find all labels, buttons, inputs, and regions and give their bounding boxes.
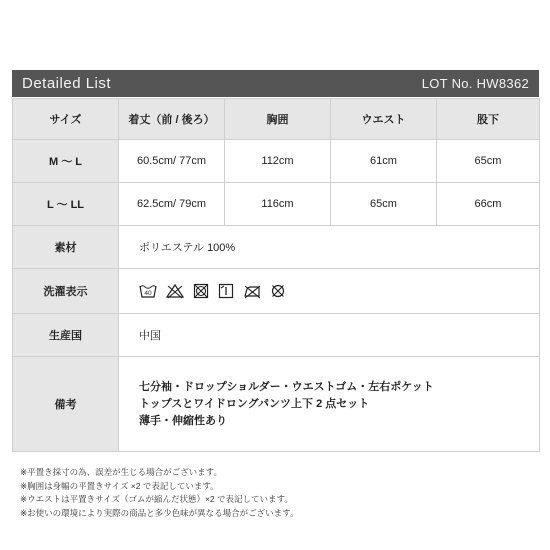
wash-temp: 40 xyxy=(144,290,152,297)
size-spec-table xyxy=(12,98,540,452)
column-header: サイズ xyxy=(13,99,119,140)
remarks-label: 備考 xyxy=(13,357,119,452)
origin-row xyxy=(13,314,540,357)
detail-header xyxy=(12,70,539,97)
footnote: ※平置き採寸の為、誤差が生じる場合がございます。 xyxy=(20,467,222,477)
table-cell: 66cm xyxy=(437,183,540,226)
remarks-line: トップスとワイドロングパンツ上下 2 点セット xyxy=(139,397,370,410)
drip-dry-icon xyxy=(218,283,234,299)
iron-low-icon xyxy=(243,283,261,299)
column-header: 股下 xyxy=(437,99,540,140)
care-label: 洗濯表示 xyxy=(13,269,119,314)
table-header-row xyxy=(13,99,540,140)
footnote: ※ウエストは平置きサイズ（ゴムが縮んだ状態）×2 で表記しています。 xyxy=(20,494,293,504)
header-title: Detailed List xyxy=(22,75,112,92)
material-label: 素材 xyxy=(13,226,119,269)
remarks-line: 七分袖・ドロップショルダー・ウエストゴム・左右ポケット xyxy=(139,380,434,393)
footnote: ※胸囲は身幅の平置きサイズ ×2 で表記しています。 xyxy=(20,480,219,491)
care-icons xyxy=(119,269,540,314)
size-label: L 〜 LL xyxy=(13,183,119,226)
column-header: ウエスト xyxy=(331,99,437,140)
footnotes xyxy=(20,466,298,520)
no-bleach-icon xyxy=(166,283,184,299)
table-cell: 62.5cm/ 79cm xyxy=(119,183,225,226)
table-cell: 65cm xyxy=(331,183,437,226)
table-cell: 112cm xyxy=(225,140,331,183)
origin-label: 生産国 xyxy=(13,314,119,357)
table-row xyxy=(13,183,540,226)
no-dry-clean-icon xyxy=(270,283,286,299)
footnote: ※お使いの環境により実際の商品と多少色味が異なる場合がございます。 xyxy=(20,507,299,518)
remarks-row xyxy=(13,357,540,452)
remarks-value xyxy=(119,357,540,452)
table-cell: 61cm xyxy=(331,140,437,183)
care-row xyxy=(13,269,540,314)
remarks-line: 薄手・伸縮性あり xyxy=(139,414,227,427)
table-cell: 65cm xyxy=(437,140,540,183)
material-row xyxy=(13,226,540,269)
no-tumble-dry-icon xyxy=(193,283,209,299)
lot-number: LOT No. HW8362 xyxy=(421,76,529,91)
size-label: M 〜 L xyxy=(13,140,119,183)
column-header: 胸囲 xyxy=(225,99,331,140)
table-row xyxy=(13,140,540,183)
table-cell: 116cm xyxy=(225,183,331,226)
table-cell: 60.5cm/ 77cm xyxy=(119,140,225,183)
origin-value: 中国 xyxy=(119,314,540,357)
column-header: 着丈（前 / 後ろ） xyxy=(119,99,225,140)
wash-40-icon xyxy=(139,283,157,299)
material-value: ポリエステル 100% xyxy=(119,226,540,269)
